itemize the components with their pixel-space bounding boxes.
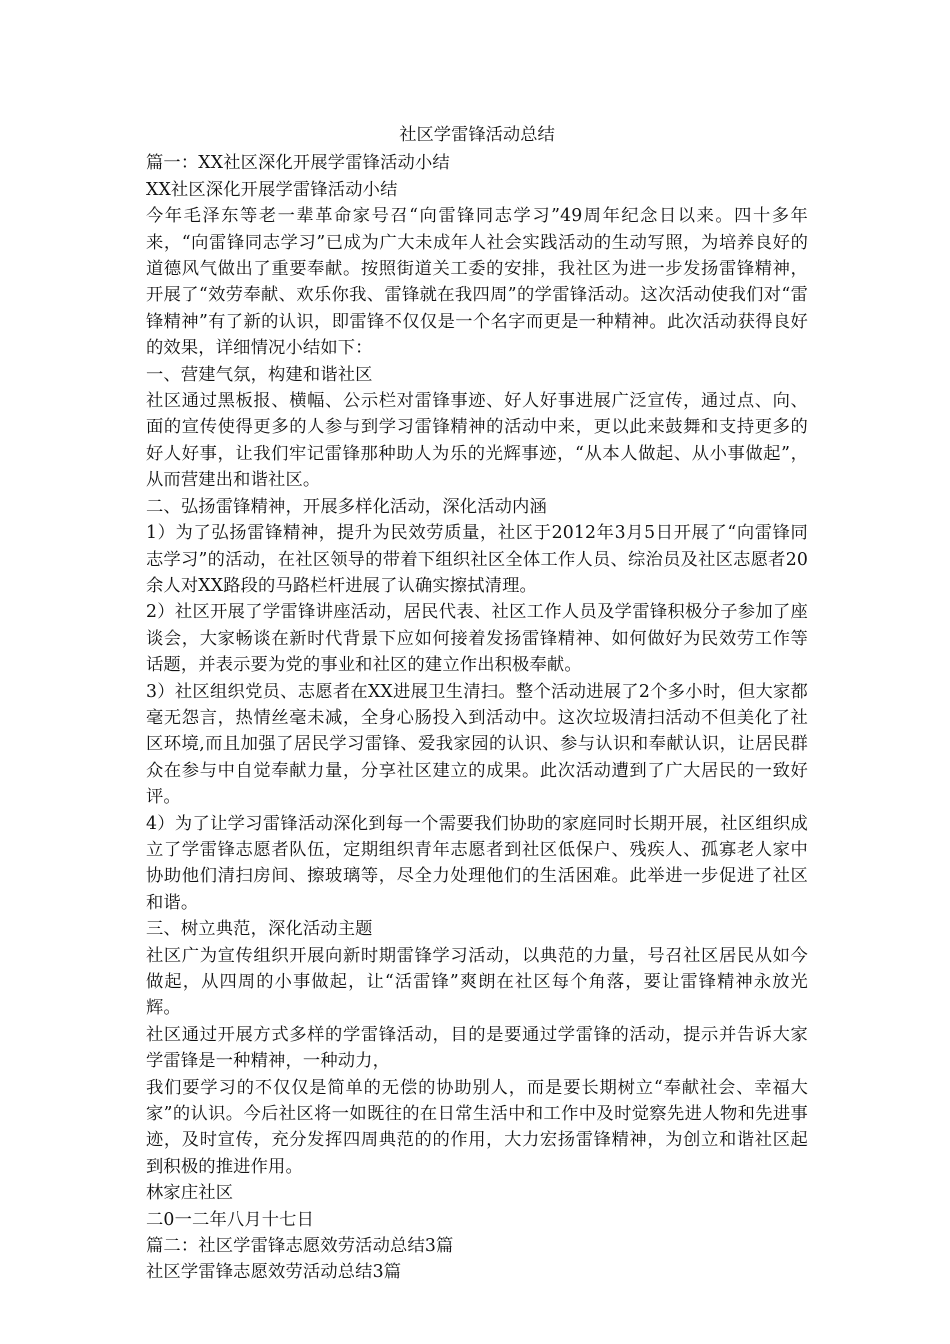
heading-three: 三、树立典范，深化活动主题 (146, 919, 373, 940)
document-page (146, 122, 808, 1286)
section-heading-part-two: 篇二：社区学雷锋志愿效劳活动总结3篇 (146, 1236, 454, 1257)
article-title: XX社区深化开展学雷锋活动小结 (146, 179, 398, 200)
heading-two: 二、弘扬雷锋精神，开展多样化活动，深化活动内涵 (146, 496, 547, 517)
list-item-1: 1）为了弘扬雷锋精神，提升为民效劳质量，社区于2012年3月5日开展了“向雷锋同志学习”的活动，在社区领导的带着下组织社区全体工作人员、综治员及社区志愿者20余人对XX路段的马路栏杆进展了认确实擦拭清理。 (146, 523, 808, 596)
paragraph-conclusion: 我们要学习的不仅仅是简单的无偿的协助别人，而是要长期树立“奉献社会、幸福大家”的认识。今后社区将一如既往的在日常生活中和工作中及时觉察先进人物和先进事迹，及时宣传，充分发挥四周典范的的作用，大力宏扬雷锋精神，为创立和谐社区起到积极的推进作用。 (146, 1077, 808, 1177)
signature-community: 林家庄社区 (146, 1183, 234, 1204)
paragraph-publicity: 社区通过黑板报、横幅、公示栏对雷锋事迹、好人好事进展广泛宣传，通过点、向、面的宣传使得更多的人参与到学习雷锋精神的活动中来，更以此来鼓舞和支持更多的好人好事，让我们牢记雷锋那种助人为乐的光辉事迹，“从本人做起、从小事做起”，从而营建出和谐社区。 (146, 391, 808, 491)
document-title: 社区学雷锋活动总结 (399, 125, 555, 145)
paragraph-purpose: 社区通过开展方式多样的学雷锋活动，目的是要通过学雷锋的活动，提示并告诉大家学雷锋是一种精神，一种动力， (146, 1024, 808, 1072)
list-item-4: 4）为了让学习雷锋活动深化到每一个需要我们协助的家庭同时长期开展，社区组织成立了学雷锋志愿者队伍，定期组织青年志愿者到社区低保户、残疾人、孤寡老人家中协助他们清扫房间、擦玻璃等，尽全力处理他们的生活困难。此举进一步促进了社区和谐。 (146, 813, 808, 913)
list-item-2: 2）社区开展了学雷锋讲座活动，居民代表、社区工作人员及学雷锋积极分子参加了座谈会，大家畅谈在新时代背景下应如何接着发扬雷锋精神、如何做好为民效劳工作等话题，并表示要为党的事业和社区的建立作出积极奉献。 (146, 602, 808, 676)
section-heading-part-one: 篇一：XX社区深化开展学雷锋活动小结 (146, 153, 450, 174)
paragraph-role-model: 社区广为宣传组织开展向新时期雷锋学习活动，以典范的力量，号召社区居民从如今做起，从四周的小事做起，让“活雷锋”爽朗在社区每个角落，要让雷锋精神永放光辉。 (146, 945, 808, 1019)
article-title-two: 社区学雷锋志愿效劳活动总结3篇 (146, 1262, 402, 1283)
signature-date: 二0一二年八月十七日 (146, 1209, 315, 1230)
intro-paragraph: 今年毛泽东等老一辈革命家号召“向雷锋同志学习”49周年纪念日以来。四十多年来，“向雷锋同志学习”已成为广大未成年人社会实践活动的生动写照，为培养良好的道德风气做出了重要奉献。按照街道关工委的安排，我社区为进一步发扬雷锋精神，开展了“效劳奉献、欢乐你我、雷锋就在我四周”的学雷锋活动。这次活动使我们对“雷锋精神”有了新的认识，即雷锋不仅仅是一个名字而更是一种精神。此次活动获得良好的效果，详细情况小结如下： (146, 206, 808, 359)
list-item-3: 3）社区组织党员、志愿者在XX进展卫生清扫。整个活动进展了2个多小时，但大家都毫无怨言，热情丝毫未减，全身心肠投入到活动中。这次垃圾清扫活动不但美化了社区环境,而且加强了居民学习雷锋、爱我家园的认识、参与认识和奉献认识，让居民群众在参与中自觉奉献力量，分享社区建立的成果。此次活动遭到了广大居民的一致好评。 (146, 681, 808, 808)
heading-one: 一、营建气氛，构建和谐社区 (146, 364, 373, 385)
